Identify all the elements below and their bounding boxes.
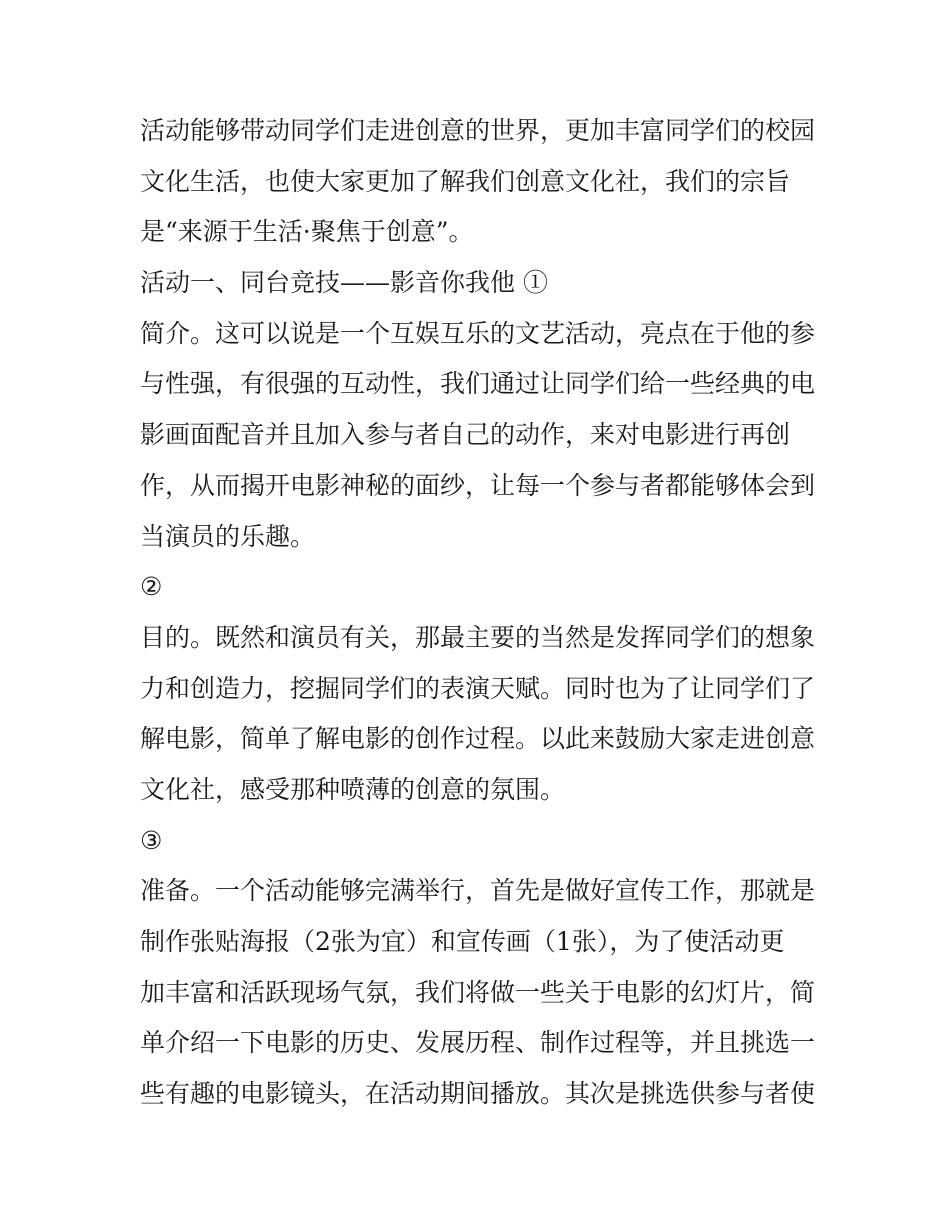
text-line: 影画面配音并且加入参与者自己的动作，来对电影进行再创	[140, 420, 791, 450]
text-line: 当演员的乐趣。	[140, 521, 316, 551]
text-line: 是“来源于生活·聚焦于创意”。	[140, 217, 474, 247]
text-line: 解电影，简单了解电影的创作过程。以此来鼓励大家走进创意	[140, 724, 816, 754]
text-line: 简介。这可以说是一个互娱互乐的文艺活动，亮点在于他的参	[140, 318, 816, 348]
item-number: ②	[140, 572, 163, 602]
item-number: ③	[140, 825, 163, 855]
text-line: 目的。既然和演员有关，那最主要的当然是发挥同学们的想象	[140, 622, 816, 652]
text-line: 单介绍一下电影的历史、发展历程、制作过程等，并且挑选一	[140, 1028, 816, 1058]
text-line: 力和创造力，挖掘同学们的表演天赋。同时也为了让同学们了	[140, 673, 816, 703]
text-line: 文化生活，也使大家更加了解我们创意文化社，我们的宗旨	[140, 166, 791, 196]
text-line: 活动能够带动同学们走进创意的世界，更加丰富同学们的校园	[140, 116, 816, 145]
text-line: 文化社，感受那种喷薄的创意的氛围。	[140, 774, 566, 804]
text-line: 准备。一个活动能够完满举行，首先是做好宣传工作，那就是	[140, 876, 816, 906]
text-line: 些有趣的电影镜头，在活动期间播放。其次是挑选供参与者使	[140, 1079, 816, 1109]
text-line: 与性强，有很强的互动性，我们通过让同学们给一些经典的电	[140, 369, 816, 399]
document-body	[140, 106, 820, 1120]
text-line: 作，从而揭开电影神秘的面纱，让每一个参与者都能够体会到	[140, 470, 816, 500]
text-line: 加丰富和活跃现场气氛，我们将做一些关于电影的幻灯片，简	[140, 977, 816, 1007]
text-line: 制作张贴海报（2张为宜）和宣传画（1张），为了使活动更	[140, 927, 785, 956]
section-heading: 活动一、同台竞技——影音你我他 ①	[140, 268, 548, 298]
